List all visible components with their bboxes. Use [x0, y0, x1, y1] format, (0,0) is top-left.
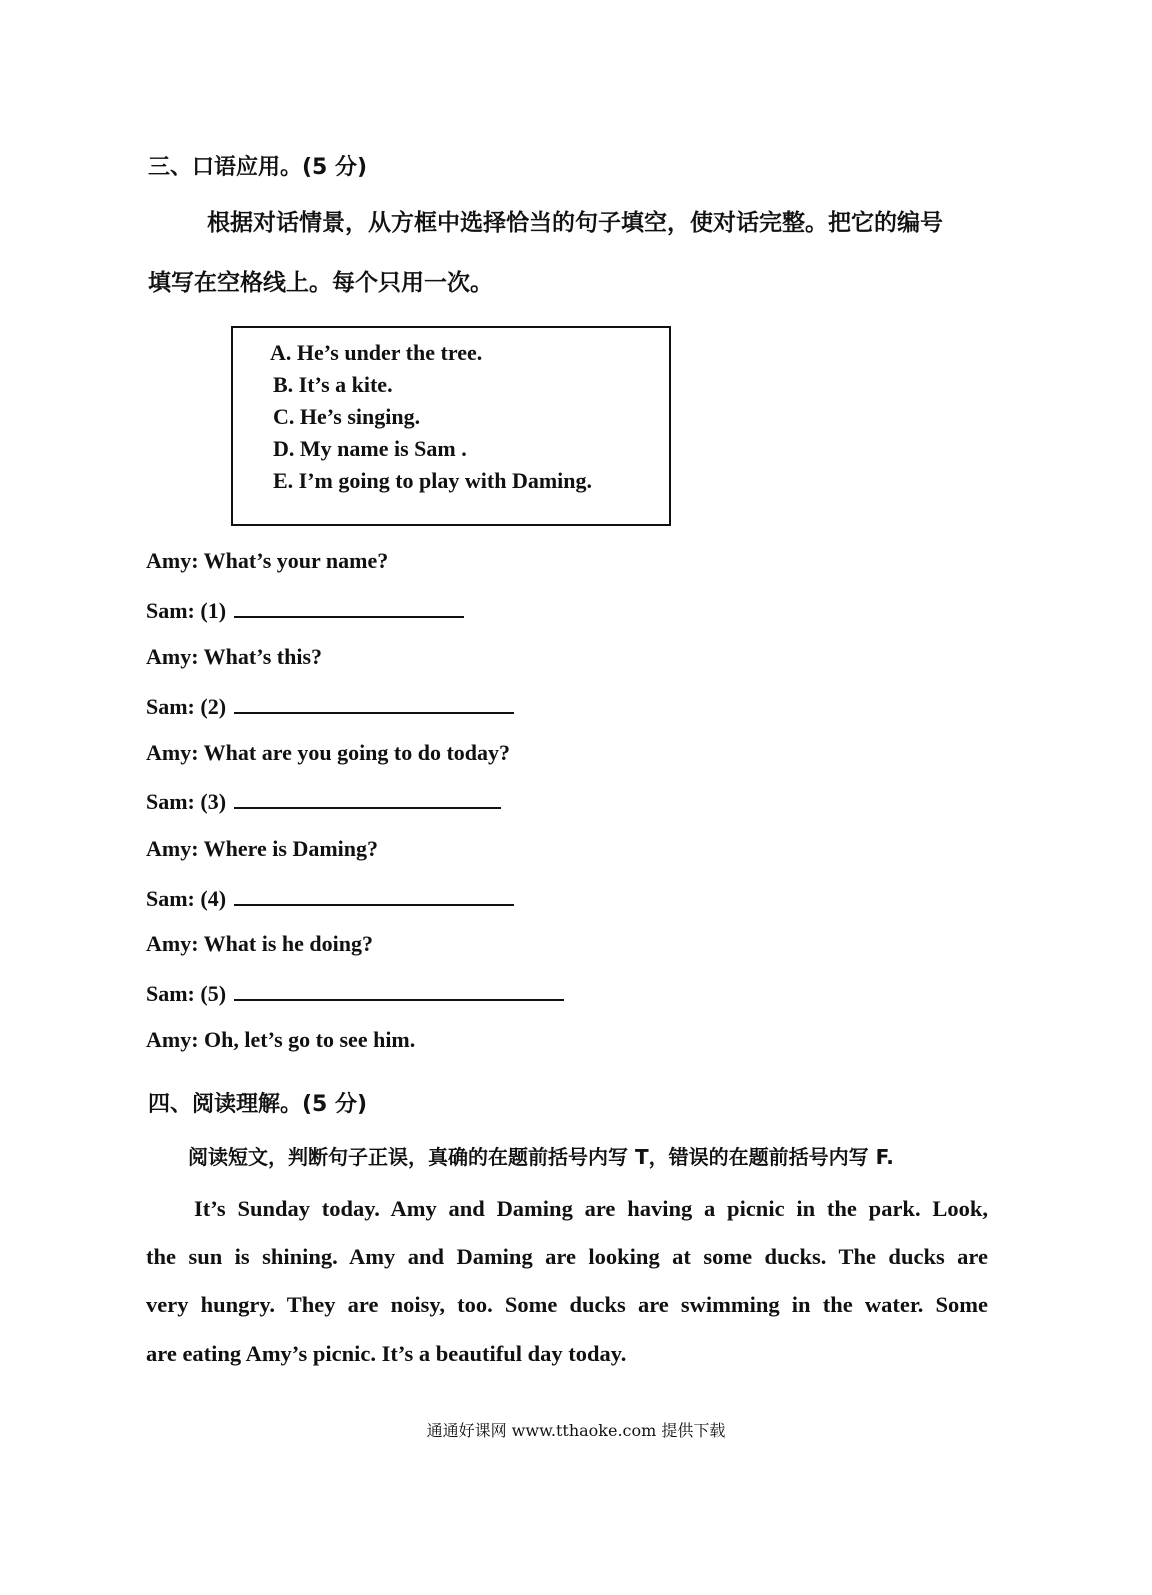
option-a: A. He’s under the tree.: [270, 340, 483, 365]
dialogue-text: Sam: (1): [146, 598, 227, 623]
dialogue-line: [146, 931, 373, 957]
option-b: B. It’s a kite.: [273, 372, 393, 397]
option-d: D. My name is Sam .: [273, 436, 467, 461]
dialogue-text: Amy: Where is Daming?: [146, 836, 379, 861]
option-e: E. I’m going to play with Daming.: [273, 468, 593, 493]
passage-line: are eating Amy’s picnic. It’s a beautiful day today.: [146, 1341, 627, 1366]
dialogue-line: [146, 596, 464, 624]
dialogue-text: Amy: What are you going to do today?: [146, 740, 511, 765]
section4-title: 四、阅读理解。(5 分): [148, 1092, 368, 1117]
dialogue-line: [146, 692, 514, 720]
dialogue-text: Amy: Oh, let’s go to see him.: [146, 1027, 416, 1052]
dialogue-line: [146, 740, 510, 766]
passage-line: It’s Sunday today. Amy and Daming are having a picnic in the park. Look,: [194, 1196, 988, 1221]
dialogue-line: [146, 884, 514, 912]
dialogue-text: Sam: (3): [146, 789, 227, 814]
dialogue-line: [146, 979, 564, 1007]
dialogue-line: [146, 836, 378, 862]
option-c: C. He’s singing.: [273, 404, 421, 429]
section3-instruction-line2: 填写在空格线上。每个只用一次。: [148, 270, 493, 296]
section3-instruction-line1: 根据对话情景，从方框中选择恰当的句子填空，使对话完整。把它的编号: [207, 210, 943, 236]
dialogue-text: Amy: What’s this?: [146, 644, 323, 669]
dialogue-text: Amy: What’s your name?: [146, 548, 389, 573]
answer-blank-2[interactable]: [234, 692, 514, 714]
dialogue-text: Sam: (2): [146, 694, 227, 719]
section3-title: 三、口语应用。(5 分): [148, 155, 368, 180]
dialogue-line: [146, 1027, 415, 1053]
answer-blank-4[interactable]: [234, 884, 514, 906]
section4-instruction: 阅读短文，判断句子正误，真确的在题前括号内写 T，错误的在题前括号内写 F.: [188, 1145, 894, 1169]
dialogue-line: [146, 644, 322, 670]
dialogue-text: Sam: (5): [146, 981, 227, 1006]
dialogue-text: Sam: (4): [146, 886, 227, 911]
answer-blank-1[interactable]: [234, 596, 464, 618]
footer-credit: 通通好课网 www.tthaoke.com 提供下载: [426, 1421, 726, 1440]
answer-blank-5[interactable]: [234, 979, 564, 1001]
dialogue-line: [146, 548, 388, 574]
dialogue-text: Amy: What is he doing?: [146, 931, 373, 956]
passage-line: the sun is shining. Amy and Daming are looking at some ducks. The ducks are: [146, 1244, 988, 1269]
dialogue-line: [146, 787, 501, 815]
answer-blank-3[interactable]: [234, 787, 501, 809]
options-box: [231, 326, 671, 526]
passage-line: very hungry. They are noisy, too. Some ducks are swimming in the water. Some: [146, 1292, 988, 1317]
